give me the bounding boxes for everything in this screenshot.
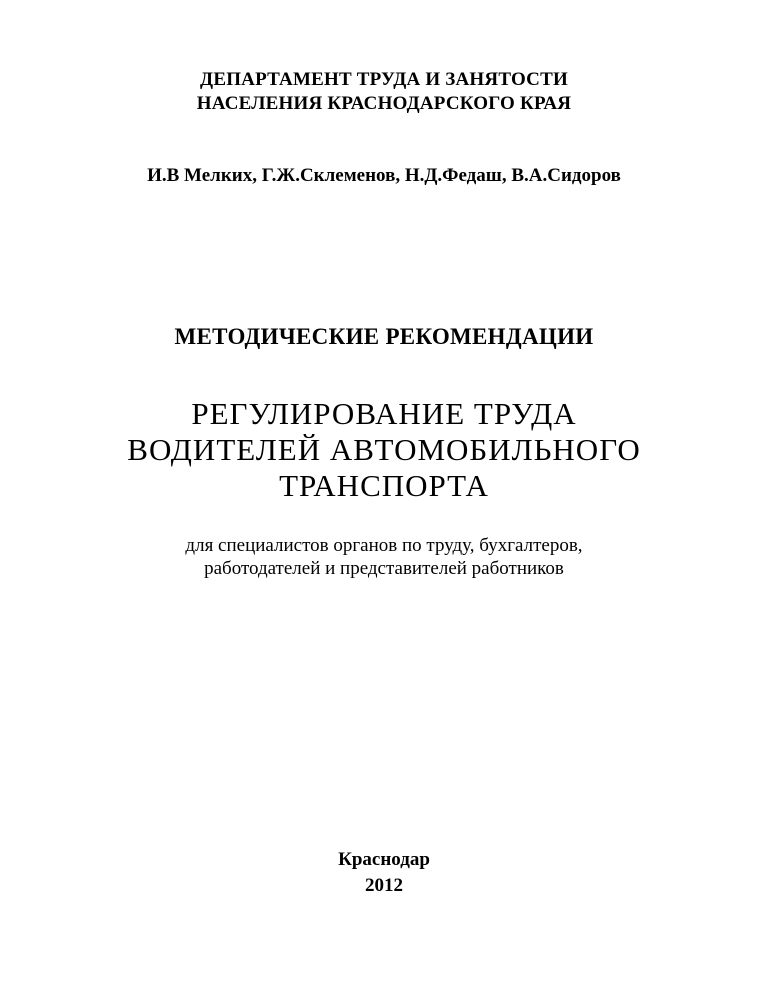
audience-subtitle (0, 534, 768, 580)
department-header (0, 68, 768, 116)
publication-footer (0, 847, 768, 899)
document-type (0, 322, 768, 352)
document-title (0, 396, 768, 504)
authors-text: И.В Мелких, Г.Ж.Склеменов, Н.Д.Федаш, В.А.Сидоров (147, 165, 621, 186)
audience-line-2: работодателей и представителей работников (204, 558, 564, 579)
department-line-2: НАСЕЛЕНИЯ КРАСНОДАРСКОГО КРАЯ (196, 93, 572, 114)
title-line-1: РЕГУЛИРОВАНИЕ ТРУДА (191, 396, 577, 431)
department-line-1: ДЕПАРТАМЕНТ ТРУДА И ЗАНЯТОСТИ (200, 69, 568, 90)
document-type-text: МЕТОДИЧЕСКИЕ РЕКОМЕНДАЦИИ (174, 324, 594, 349)
authors-line (0, 164, 768, 188)
publication-year: 2012 (365, 875, 403, 896)
title-line-3: ТРАНСПОРТА (279, 468, 489, 503)
title-line-2: ВОДИТЕЛЕЙ АВТОМОБИЛЬНОГО (127, 432, 641, 467)
audience-line-1: для специалистов органов по труду, бухгалтеров, (185, 535, 583, 556)
publication-city: Краснодар (338, 849, 430, 870)
